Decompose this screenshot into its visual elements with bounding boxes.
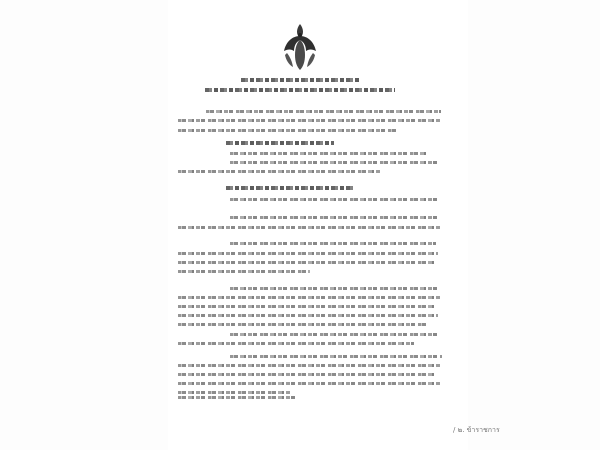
document-list-line (230, 213, 440, 223)
document-list-line (178, 167, 380, 177)
document-list-line (230, 239, 436, 249)
document-paragraph-line (178, 339, 414, 349)
garuda-emblem-icon (280, 22, 320, 72)
document-title-line-2 (205, 86, 395, 96)
document-paragraph-line (178, 388, 290, 398)
page-continuation-marker: / ๒. ข้าราชการ (453, 426, 500, 434)
document-title-line-1 (241, 76, 359, 86)
document-section-heading (226, 139, 334, 149)
document-paragraph-line (178, 267, 310, 277)
document-paragraph-line (178, 126, 398, 136)
document-list-line (230, 195, 438, 205)
document-paragraph-line (178, 116, 441, 126)
document-paragraph-line (178, 223, 440, 233)
document-paragraph-line (178, 320, 426, 330)
document-section-heading (226, 184, 354, 194)
